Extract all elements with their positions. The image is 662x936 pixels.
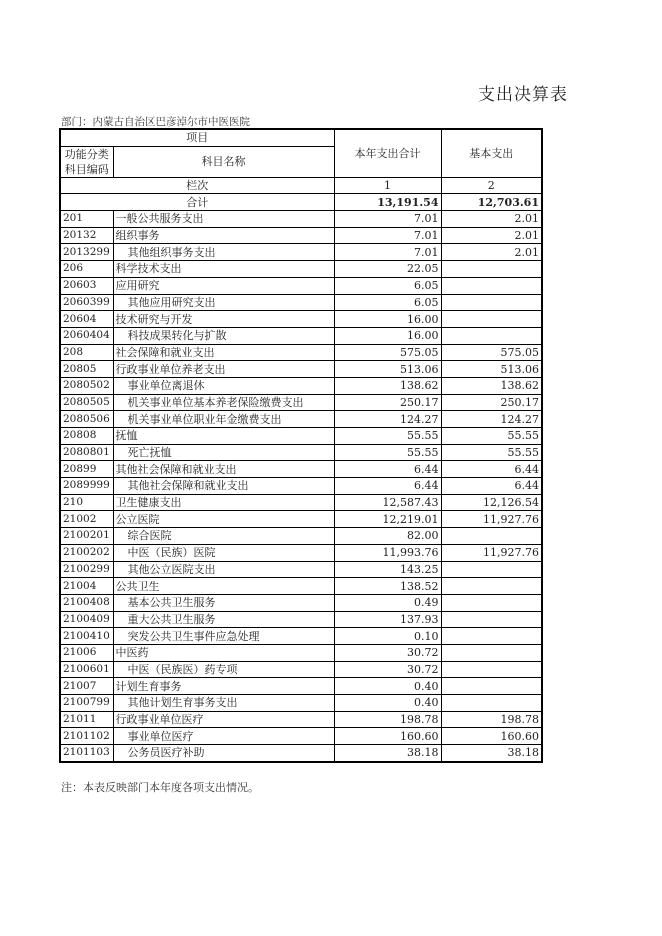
- name-cell: 卫生健康支出: [113, 494, 334, 511]
- basic-cell: [441, 644, 542, 661]
- name-cell: 中医（民族）医院: [113, 544, 334, 561]
- total-cell: 16.00: [334, 327, 441, 344]
- total-cell: 138.62: [334, 377, 441, 394]
- table-row: [60, 261, 542, 278]
- table-row: [60, 511, 542, 528]
- table-row: [60, 528, 542, 545]
- code-cell: 208: [60, 344, 113, 361]
- code-cell: 20899: [60, 461, 113, 478]
- total-column-header: 本年支出合计: [334, 129, 441, 177]
- code-cell: 20132: [60, 227, 113, 244]
- table-row: [60, 444, 542, 461]
- code-cell: 201: [60, 211, 113, 228]
- total-cell: 30.72: [334, 644, 441, 661]
- total-cell: 7.01: [334, 227, 441, 244]
- code-cell: 21002: [60, 511, 113, 528]
- table-row: [60, 227, 542, 244]
- column-index-row: [60, 177, 542, 194]
- basic-cell: [441, 594, 542, 611]
- table-row: [60, 728, 542, 745]
- name-cell: 计划生育事务: [113, 678, 334, 695]
- table-row: [60, 494, 542, 511]
- total-cell: 0.40: [334, 695, 441, 712]
- header-row-project: [60, 129, 542, 146]
- name-cell: 公务员医疗补助: [113, 745, 334, 762]
- table-row: [60, 344, 542, 361]
- code-cell: 210: [60, 494, 113, 511]
- total-cell: 575.05: [334, 344, 441, 361]
- basic-cell: 513.06: [441, 361, 542, 378]
- basic-cell: 55.55: [441, 428, 542, 445]
- table-row: [60, 428, 542, 445]
- code-cell: 20604: [60, 311, 113, 328]
- total-cell: 11,993.76: [334, 544, 441, 561]
- total-cell: 16.00: [334, 311, 441, 328]
- total-cell: 6.05: [334, 294, 441, 311]
- basic-cell: 2.01: [441, 227, 542, 244]
- name-cell: 科技成果转化与扩散: [113, 327, 334, 344]
- table-row: [60, 478, 542, 495]
- name-cell: 中医药: [113, 644, 334, 661]
- table-row: [60, 211, 542, 228]
- basic-cell: [441, 528, 542, 545]
- table-row: [60, 244, 542, 261]
- total-cell: 55.55: [334, 428, 441, 445]
- column-index-2: 2: [441, 177, 542, 194]
- table-row: [60, 394, 542, 411]
- basic-cell: 198.78: [441, 711, 542, 728]
- total-cell: 0.40: [334, 678, 441, 695]
- name-cell: 组织事务: [113, 227, 334, 244]
- name-cell: 重大公共卫生服务: [113, 611, 334, 628]
- total-cell: 160.60: [334, 728, 441, 745]
- name-cell: 其他社会保障和就业支出: [113, 461, 334, 478]
- table-row: [60, 745, 542, 762]
- table-row: [60, 578, 542, 595]
- code-cell: 2089999: [60, 478, 113, 495]
- code-cell: 2101103: [60, 745, 113, 762]
- basic-cell: [441, 578, 542, 595]
- name-cell: 行政事业单位养老支出: [113, 361, 334, 378]
- code-cell: 2013299: [60, 244, 113, 261]
- code-cell: 20603: [60, 277, 113, 294]
- code-cell: 206: [60, 261, 113, 278]
- basic-cell: 2.01: [441, 211, 542, 228]
- name-cell: 公立医院: [113, 511, 334, 528]
- code-cell: 2080506: [60, 411, 113, 428]
- basic-cell: 38.18: [441, 745, 542, 762]
- table-row: [60, 544, 542, 561]
- name-cell: 应用研究: [113, 277, 334, 294]
- total-cell: 30.72: [334, 661, 441, 678]
- basic-cell: [441, 277, 542, 294]
- total-cell: 0.49: [334, 594, 441, 611]
- name-cell: 死亡抚恤: [113, 444, 334, 461]
- basic-cell: [441, 611, 542, 628]
- table-row: [60, 461, 542, 478]
- footnote: 注：本表反映部门本年度各项支出情况。: [61, 781, 259, 794]
- table-row: [60, 311, 542, 328]
- code-cell: 2100408: [60, 594, 113, 611]
- code-cell: 2080502: [60, 377, 113, 394]
- table-row: [60, 377, 542, 394]
- total-cell: 124.27: [334, 411, 441, 428]
- name-cell: 机关事业单位基本养老保险缴费支出: [113, 394, 334, 411]
- sum-row: [60, 194, 542, 211]
- expenditure-table: [59, 128, 543, 763]
- basic-cell: [441, 311, 542, 328]
- basic-cell: 250.17: [441, 394, 542, 411]
- basic-cell: 575.05: [441, 344, 542, 361]
- sum-total: 13,191.54: [334, 194, 441, 211]
- name-cell: 事业单位医疗: [113, 728, 334, 745]
- total-cell: 7.01: [334, 244, 441, 261]
- total-cell: 137.93: [334, 611, 441, 628]
- column-index-label: 栏次: [60, 177, 334, 194]
- name-cell: 事业单位离退休: [113, 377, 334, 394]
- project-header: 项目: [60, 129, 334, 146]
- table-row: [60, 611, 542, 628]
- table-row: [60, 661, 542, 678]
- name-cell: 综合医院: [113, 528, 334, 545]
- code-cell: 2101102: [60, 728, 113, 745]
- basic-cell: 138.62: [441, 377, 542, 394]
- total-cell: 198.78: [334, 711, 441, 728]
- report-title: 支出决算表: [478, 85, 568, 105]
- name-cell: 其他组织事务支出: [113, 244, 334, 261]
- sum-basic: 12,703.61: [441, 194, 542, 211]
- basic-cell: 6.44: [441, 478, 542, 495]
- code-cell: 20808: [60, 428, 113, 445]
- name-cell: 机关事业单位职业年金缴费支出: [113, 411, 334, 428]
- code-cell: 2100799: [60, 695, 113, 712]
- table-row: [60, 294, 542, 311]
- basic-cell: 160.60: [441, 728, 542, 745]
- total-cell: 513.06: [334, 361, 441, 378]
- code-cell: 21007: [60, 678, 113, 695]
- table-row: [60, 695, 542, 712]
- code-cell: 21004: [60, 578, 113, 595]
- code-cell: 2100410: [60, 628, 113, 645]
- name-cell: 突发公共卫生事件应急处理: [113, 628, 334, 645]
- name-cell: 其他社会保障和就业支出: [113, 478, 334, 495]
- basic-cell: 124.27: [441, 411, 542, 428]
- code-cell: 2060404: [60, 327, 113, 344]
- code-cell: 2080505: [60, 394, 113, 411]
- code-cell: 21006: [60, 644, 113, 661]
- total-cell: 0.10: [334, 628, 441, 645]
- basic-cell: [441, 561, 542, 578]
- table-row: [60, 327, 542, 344]
- name-cell: 其他公立医院支出: [113, 561, 334, 578]
- basic-cell: 55.55: [441, 444, 542, 461]
- table-row: [60, 594, 542, 611]
- code-cell: 2080801: [60, 444, 113, 461]
- name-cell: 抚恤: [113, 428, 334, 445]
- name-cell: 其他计划生育事务支出: [113, 695, 334, 712]
- name-cell: 科学技术支出: [113, 261, 334, 278]
- code-cell: 21011: [60, 711, 113, 728]
- name-cell: 中医（民族医）药专项: [113, 661, 334, 678]
- total-cell: 6.05: [334, 277, 441, 294]
- table-row: [60, 644, 542, 661]
- basic-column-header: 基本支出: [441, 129, 542, 177]
- name-cell: 公共卫生: [113, 578, 334, 595]
- code-cell: 2100299: [60, 561, 113, 578]
- code-column-header: [60, 146, 113, 177]
- basic-cell: 11,927.76: [441, 511, 542, 528]
- name-cell: 一般公共服务支出: [113, 211, 334, 228]
- name-cell: 行政事业单位医疗: [113, 711, 334, 728]
- code-cell: 2100202: [60, 544, 113, 561]
- code-header-line2: 科目编码: [64, 162, 109, 176]
- table-row: [60, 711, 542, 728]
- code-cell: 2060399: [60, 294, 113, 311]
- total-cell: 250.17: [334, 394, 441, 411]
- total-cell: 7.01: [334, 211, 441, 228]
- table-row: [60, 628, 542, 645]
- basic-cell: [441, 294, 542, 311]
- basic-cell: 11,927.76: [441, 544, 542, 561]
- code-header-line1: 功能分类: [64, 147, 109, 161]
- table-row: [60, 678, 542, 695]
- sum-label: 合计: [60, 194, 334, 211]
- total-cell: 12,587.43: [334, 494, 441, 511]
- total-cell: 6.44: [334, 461, 441, 478]
- basic-cell: [441, 678, 542, 695]
- basic-cell: 6.44: [441, 461, 542, 478]
- total-cell: 12,219.01: [334, 511, 441, 528]
- code-cell: 2100201: [60, 528, 113, 545]
- code-cell: 2100601: [60, 661, 113, 678]
- department-label: 部门：内蒙古自治区巴彦淖尔市中医医院: [61, 116, 250, 128]
- basic-cell: [441, 695, 542, 712]
- name-column-header: 科目名称: [113, 146, 334, 177]
- name-cell: 其他应用研究支出: [113, 294, 334, 311]
- basic-cell: [441, 628, 542, 645]
- name-cell: 社会保障和就业支出: [113, 344, 334, 361]
- basic-cell: [441, 327, 542, 344]
- name-cell: 技术研究与开发: [113, 311, 334, 328]
- basic-cell: 12,126.54: [441, 494, 542, 511]
- total-cell: 22.05: [334, 261, 441, 278]
- basic-cell: [441, 661, 542, 678]
- total-cell: 138.52: [334, 578, 441, 595]
- table-row: [60, 561, 542, 578]
- basic-cell: [441, 261, 542, 278]
- total-cell: 38.18: [334, 745, 441, 762]
- table-row: [60, 277, 542, 294]
- table-row: [60, 411, 542, 428]
- code-cell: 20805: [60, 361, 113, 378]
- name-cell: 基本公共卫生服务: [113, 594, 334, 611]
- total-cell: 55.55: [334, 444, 441, 461]
- total-cell: 143.25: [334, 561, 441, 578]
- basic-cell: 2.01: [441, 244, 542, 261]
- total-cell: 6.44: [334, 478, 441, 495]
- code-cell: 2100409: [60, 611, 113, 628]
- total-cell: 82.00: [334, 528, 441, 545]
- column-index-1: 1: [334, 177, 441, 194]
- table-row: [60, 361, 542, 378]
